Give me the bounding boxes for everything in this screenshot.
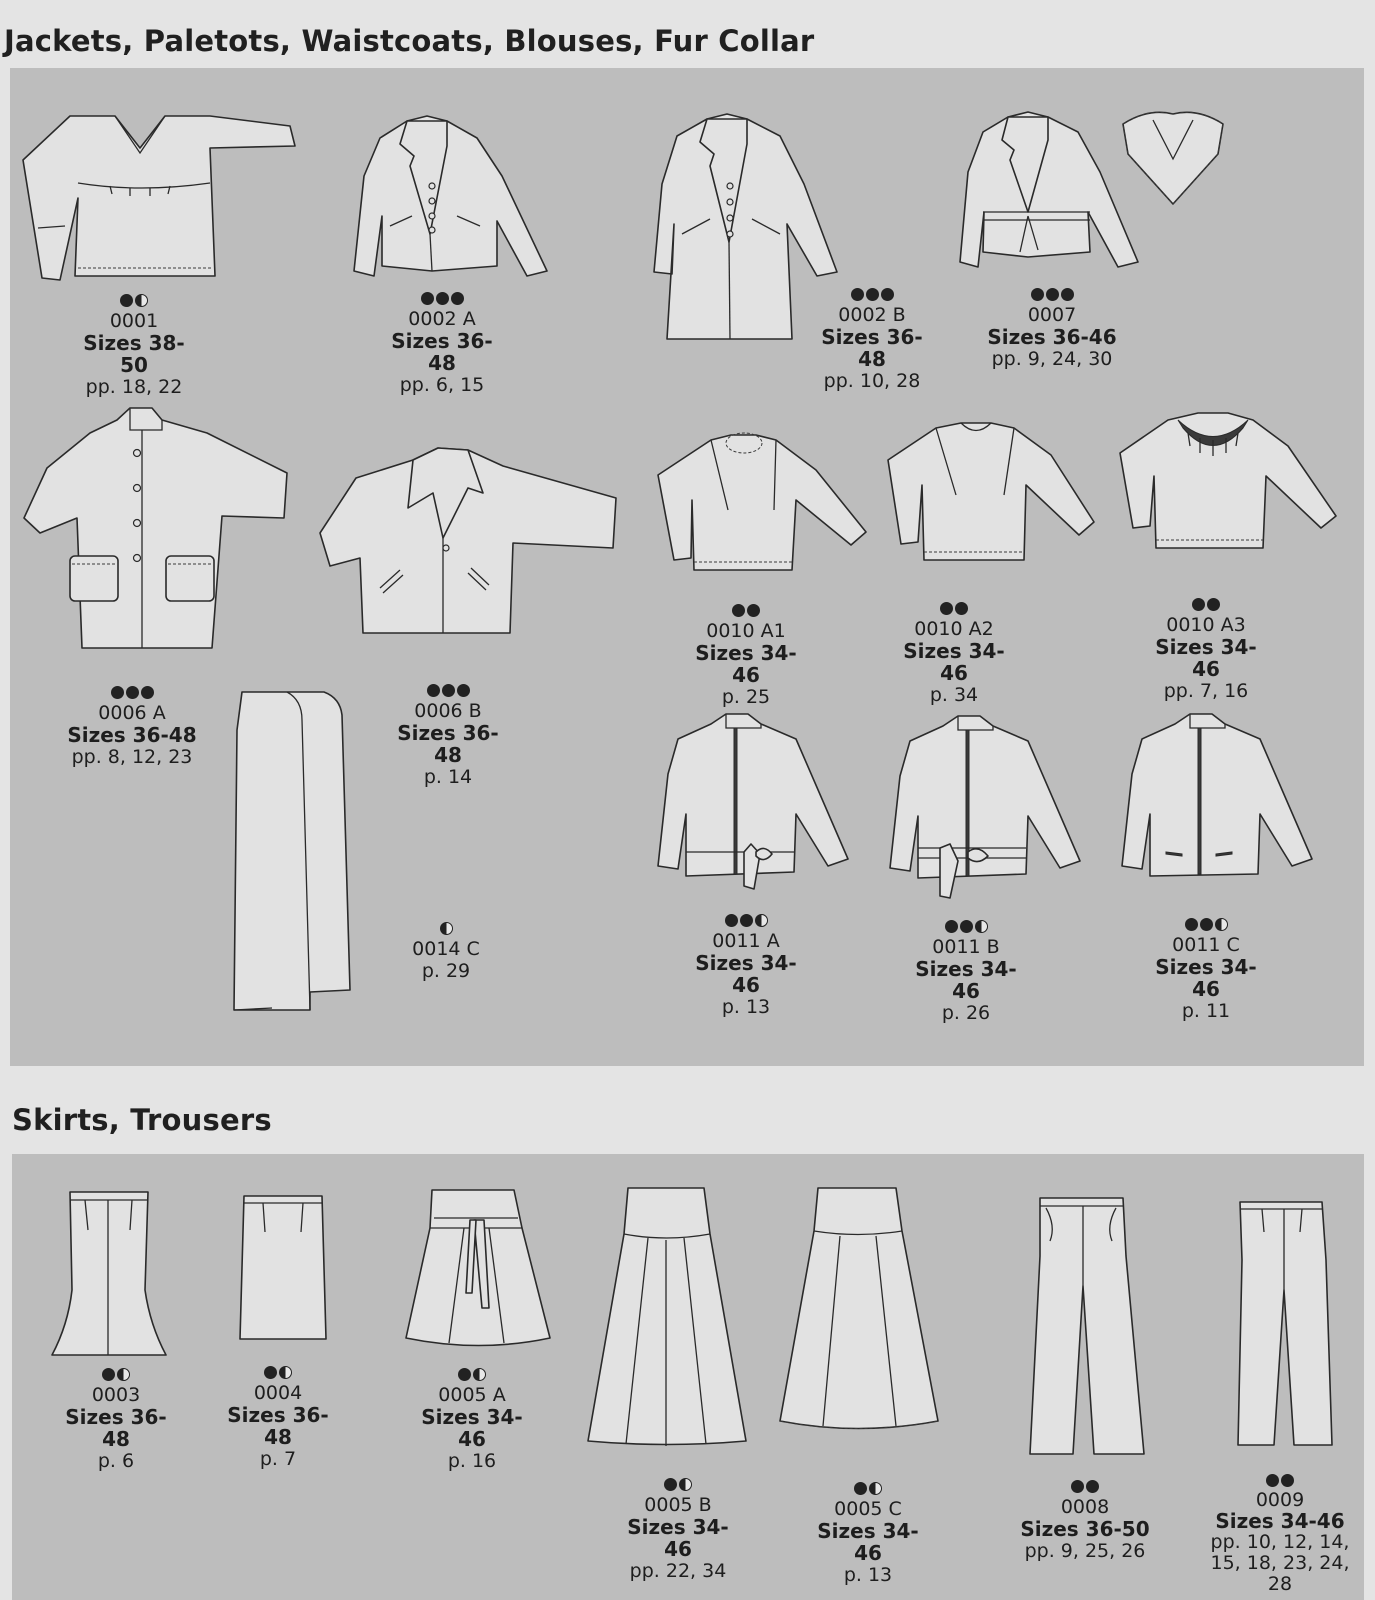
pattern-0007-caption: [982, 284, 1122, 370]
pattern-code: 0010 A1: [706, 620, 786, 642]
pattern-code: 0005 A: [438, 1384, 506, 1406]
pattern-sizes: Sizes 36-46: [987, 325, 1117, 349]
difficulty-indicator: [806, 1478, 930, 1498]
pattern-code: 0007: [1027, 304, 1077, 326]
pattern-0001-caption: [74, 290, 194, 398]
pattern-pages: p. 13: [843, 1564, 893, 1586]
section-title-jackets: Jackets, Paletots, Waistcoats, Blouses, Fur Collar: [4, 24, 815, 58]
pattern-pages: p. 16: [447, 1450, 497, 1472]
garment-0005b-long-skirt-drawing: [586, 1186, 748, 1448]
pattern-code: 0009: [1255, 1489, 1305, 1511]
pattern-sizes: Sizes 34-46: [903, 639, 1005, 685]
pattern-pages: pp. 18, 22: [85, 376, 183, 398]
pattern-code: 0008: [1060, 1496, 1110, 1518]
pattern-0009-caption: [1196, 1470, 1364, 1595]
pattern-0011a-caption: [684, 910, 808, 1018]
pattern-0011c-caption: [1144, 914, 1268, 1022]
pattern-sizes: Sizes 34-46: [695, 951, 797, 997]
pattern-sizes: Sizes 36-48: [821, 325, 923, 371]
pattern-pages: pp. 9, 25, 26: [1024, 1540, 1146, 1562]
pattern-code: 0014 C: [412, 938, 480, 960]
garment-0003-skirt-drawing: [50, 1190, 168, 1360]
pattern-sizes: Sizes 36-48: [65, 1405, 167, 1451]
pattern-code: 0003: [91, 1384, 141, 1406]
pattern-sizes: Sizes 34-46: [915, 957, 1017, 1003]
pattern-code: 0004: [253, 1382, 303, 1404]
garment-0005c-long-skirt-drawing: [778, 1186, 940, 1436]
pattern-pages: pp. 7, 16: [1163, 680, 1249, 702]
pattern-code: 0005 C: [834, 1498, 902, 1520]
pattern-sizes: Sizes 34-46: [1155, 635, 1257, 681]
difficulty-indicator: [1144, 594, 1268, 614]
pattern-0011b-caption: [904, 916, 1028, 1024]
pattern-0005c-caption: [806, 1478, 930, 1586]
garment-0008-trousers-drawing: [1028, 1196, 1146, 1458]
pattern-0010a3-caption: [1144, 594, 1268, 702]
garment-0010a3-blouse-drawing: [1118, 408, 1338, 558]
pattern-sizes: Sizes 38-50: [83, 331, 185, 377]
pattern-pages: pp. 22, 34: [629, 1560, 727, 1582]
pattern-0002b-caption: [810, 284, 934, 392]
garment-0005a-skirt-drawing: [404, 1188, 552, 1350]
pattern-pages: p. 7: [259, 1448, 297, 1470]
pattern-pages: p. 13: [721, 996, 771, 1018]
pattern-code: 0006 B: [414, 700, 482, 722]
difficulty-indicator: [904, 916, 1028, 936]
pattern-code: 0011 B: [932, 936, 1000, 958]
pattern-pages: p. 14: [423, 766, 473, 788]
pattern-sizes: Sizes 36-48: [67, 723, 197, 747]
fur-collar-drawing: [1118, 104, 1228, 210]
pattern-pages: pp. 8, 12, 23: [71, 746, 193, 768]
pattern-code: 0010 A2: [914, 618, 994, 640]
difficulty-indicator: [410, 1364, 534, 1384]
pattern-sizes: Sizes 36-50: [1020, 1517, 1150, 1541]
difficulty-indicator: [62, 682, 202, 702]
difficulty-indicator: [54, 1364, 178, 1384]
pattern-pages: pp. 9, 24, 30: [991, 348, 1113, 370]
pattern-0005a-caption: [410, 1364, 534, 1472]
pattern-0005b-caption: [616, 1474, 740, 1582]
pattern-sizes: Sizes 34-46: [421, 1405, 523, 1451]
pattern-pages: p. 11: [1181, 1000, 1231, 1022]
pattern-code: 0011 A: [712, 930, 780, 952]
garment-0007-belted-jacket-drawing: [958, 112, 1140, 272]
difficulty-indicator: [386, 680, 510, 700]
garment-0011c-zip-jacket-drawing: [1120, 714, 1316, 892]
garment-0009-trousers-drawing: [1234, 1200, 1334, 1450]
garment-0014c-scarf-drawing: [232, 690, 352, 1012]
pattern-pages: pp. 6, 15: [399, 374, 485, 396]
pattern-code: 0005 B: [644, 1494, 712, 1516]
pattern-code: 0002 A: [408, 308, 476, 330]
pattern-0006b-caption: [386, 680, 510, 788]
pattern-sizes: Sizes 34-46: [627, 1515, 729, 1561]
pattern-pages: p. 26: [941, 1002, 991, 1024]
garment-0004-skirt-drawing: [238, 1194, 328, 1344]
pattern-0003-caption: [54, 1364, 178, 1472]
garment-0002a-jacket-drawing: [352, 116, 548, 284]
difficulty-indicator: [892, 598, 1016, 618]
difficulty-indicator: [684, 910, 808, 930]
pattern-code: 0011 C: [1172, 934, 1240, 956]
pattern-0010a2-caption: [892, 598, 1016, 706]
pattern-sizes: Sizes 36-48: [227, 1403, 329, 1449]
section-title-skirts: Skirts, Trousers: [12, 1103, 272, 1137]
difficulty-indicator: [380, 288, 504, 308]
difficulty-indicator: [684, 600, 808, 620]
garment-0011b-zip-jacket-drawing: [888, 716, 1084, 902]
pattern-code: 0006 A: [98, 702, 166, 724]
pattern-sizes: Sizes 34-46: [817, 1519, 919, 1565]
pattern-0008-caption: [1020, 1476, 1150, 1562]
garment-0006a-coat-drawing: [22, 408, 292, 658]
pattern-code: 0010 A3: [1166, 614, 1246, 636]
pattern-0006a-caption: [62, 682, 202, 768]
difficulty-indicator: [396, 918, 496, 938]
difficulty-indicator: [810, 284, 934, 304]
difficulty-indicator: [1144, 914, 1268, 934]
difficulty-indicator: [1020, 1476, 1150, 1496]
pattern-sizes: Sizes 36-48: [397, 721, 499, 767]
pattern-pages: p. 6: [97, 1450, 135, 1472]
garment-0010a2-blouse-drawing: [886, 420, 1096, 568]
difficulty-indicator: [982, 284, 1122, 304]
pattern-pages: p. 29: [421, 960, 471, 982]
pattern-sizes: Sizes 34-46: [695, 641, 797, 687]
garment-0001-blouse-drawing: [20, 108, 305, 283]
pattern-pages: pp. 10, 12, 14, 15, 18, 23, 24, 28: [1210, 1531, 1350, 1595]
pattern-0014c-caption: [396, 918, 496, 982]
pattern-0010a1-caption: [684, 600, 808, 708]
pattern-0004-caption: [216, 1362, 340, 1470]
pattern-pages: p. 34: [929, 684, 979, 706]
garment-0011a-zip-jacket-drawing: [656, 714, 852, 894]
pattern-code: 0001: [109, 310, 159, 332]
garment-0006b-jacket-drawing: [318, 448, 618, 640]
pattern-pages: pp. 10, 28: [823, 370, 921, 392]
pattern-sizes: Sizes 34-46: [1215, 1509, 1345, 1533]
difficulty-indicator: [616, 1474, 740, 1494]
pattern-sizes: Sizes 34-46: [1155, 955, 1257, 1001]
difficulty-indicator: [216, 1362, 340, 1382]
pattern-pages: p. 25: [721, 686, 771, 708]
garment-0010a1-blouse-drawing: [656, 430, 868, 578]
pattern-sizes: Sizes 36-48: [391, 329, 493, 375]
difficulty-indicator: [74, 290, 194, 310]
pattern-0002a-caption: [380, 288, 504, 396]
difficulty-indicator: [1196, 1470, 1364, 1490]
pattern-code: 0002 B: [838, 304, 906, 326]
